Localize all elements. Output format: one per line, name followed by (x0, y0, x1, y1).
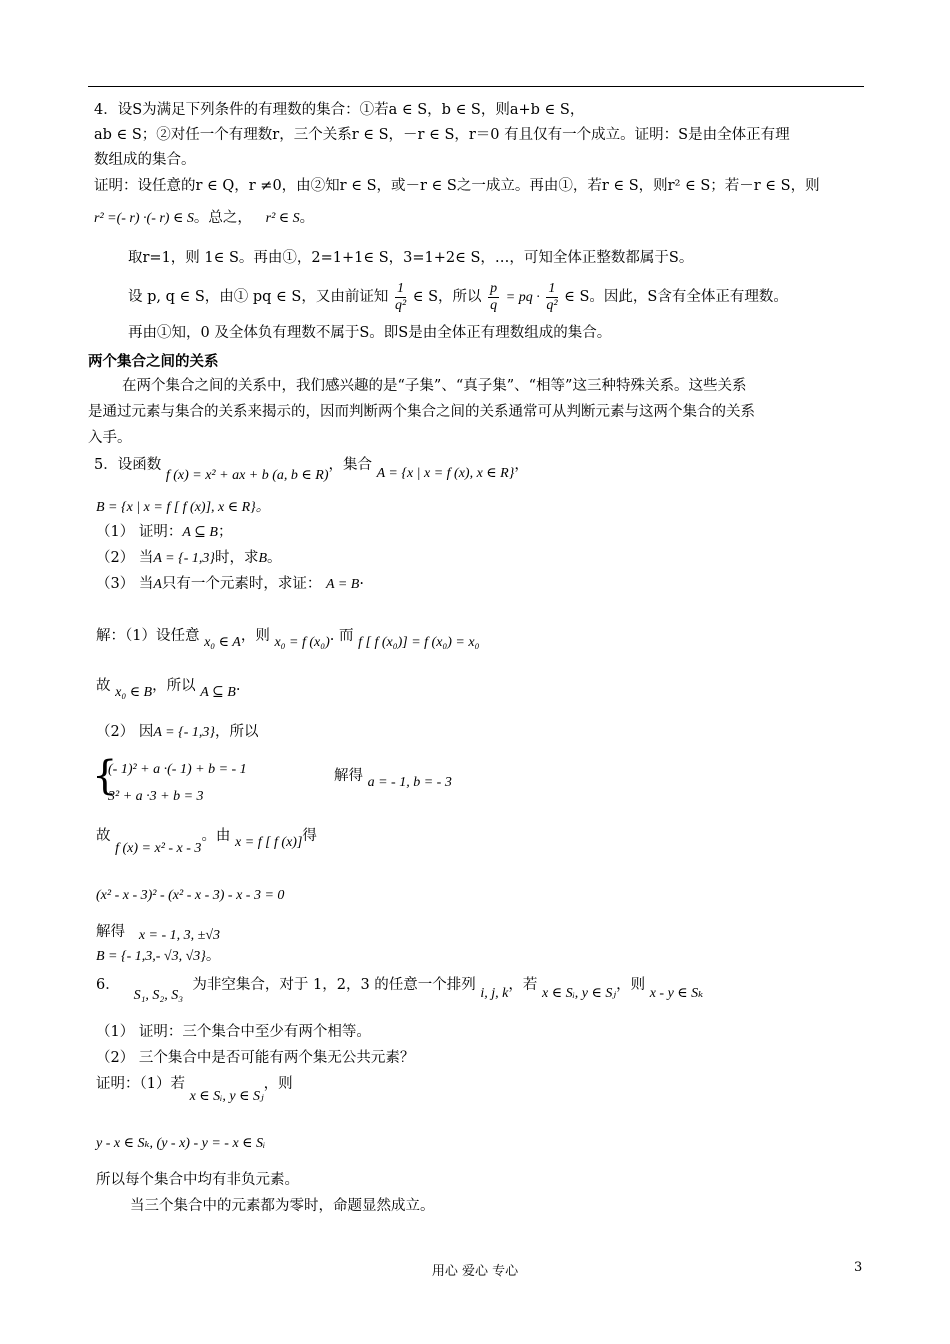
p4-line-2: ab ∈ S；②对任一个有理数r，三个关系r ∈ S，－r ∈ S，r＝0 有且仅有一个成立。证明：S是由全体正有理 (94, 127, 790, 143)
fraction-denominator: q (490, 297, 498, 313)
p5-line-1-text-1: 5．设函数 (94, 457, 162, 473)
p5-question-3-text-2: 只有一个元素时，求证： (161, 576, 322, 592)
p5-question-3-end: · (359, 576, 364, 592)
s2-text-2: ，所以 (214, 724, 259, 740)
s1-text-4: 故 (96, 678, 111, 694)
page-number: 3 (854, 1260, 863, 1275)
system-equation-1: (- 1)² + a ·(- 1) + b = - 1 (108, 762, 247, 777)
p5-question-1 (96, 522, 232, 543)
p6-math-4: x - y ∈ Sₖ (649, 986, 704, 1001)
header-rule (88, 86, 864, 87)
p4-line-1: 4．设S为满足下列条件的有理数的集合：①若a ∈ S，b ∈ S，则a+b ∈ S， (94, 102, 585, 118)
s2-text-8: 。 (205, 948, 221, 964)
s2-math-2: a = - 1, b = - 3 (367, 775, 452, 790)
p6-text-2: 为非空集合，对于 1，2，3 的任意一个排列 (192, 977, 476, 993)
intro-line-1: 在两个集合之间的关系中，我们感兴趣的是“子集”、“真子集”、“相等”这三种特殊关系。这些关系 (122, 378, 747, 394)
s1-math-2: x₀ = f (x₀) (274, 635, 330, 650)
fraction-numerator: p (490, 280, 498, 296)
page-footer: 用心 爱心 专心 (431, 1264, 519, 1279)
solution-2-line-3 (96, 826, 317, 856)
p6-proof-equation: y - x ∈ Sₖ, (y - x) - y = - x ∈ Sᵢ (96, 1136, 266, 1151)
fraction-1-over-q2 (395, 281, 406, 314)
p5-question-3-math-1: A (153, 577, 162, 592)
p6-proof-math-1: x ∈ Sᵢ, y ∈ Sⱼ (189, 1089, 264, 1104)
solution-2-line-6 (96, 946, 220, 967)
intro-line-3: 入手。 (88, 430, 132, 446)
p5-question-3 (96, 574, 364, 595)
s2-expanded-equation: (x² - x - 3)² - (x² - x - 3) - x - 3 = 0 (96, 888, 285, 903)
solution-2-line-1 (96, 722, 258, 743)
solution-1-line-2 (96, 676, 241, 700)
p5-line-1-text-3: ， (514, 457, 529, 473)
s1-math-3: f [ f (x₀)] = f (x₀) = x₀ (358, 635, 480, 650)
p5-question-3-text-1: （3） 当 (96, 576, 154, 592)
s2-math-1: A = {- 1,3} (153, 725, 215, 740)
fraction-denominator: q² (546, 297, 558, 313)
p4-line-7 (128, 280, 788, 315)
s1-math-5: A ⊆ B (200, 685, 236, 700)
p4-line-6: 取r=1，则 1∈ S。再由①，2=1+1∈ S，3=1+2∈ S，…，可知全体正整数都属于S。 (128, 250, 694, 266)
s1-text-3: . 而 (329, 628, 354, 644)
s2-text-1: （2） 因 (96, 724, 154, 740)
p4-line-7-math: = pq · (505, 290, 540, 305)
s2-text-6: 得 (302, 828, 317, 844)
solution-1-line-1 (96, 626, 480, 650)
p4-line-4: 证明：设任意的r ∈ Q，r ≠0，由②知r ∈ S，或－r ∈ S之一成立。再由①，若r ∈ S，则r² ∈ S；若－r ∈ S，则 (94, 178, 820, 194)
p4-line-5-text-1: 。总之， (193, 210, 252, 226)
s2-text-5: 。由 (201, 828, 231, 844)
fraction-1-over-q2-b (546, 281, 557, 314)
p6-proof-text-1: 证明：（1）若 (96, 1076, 185, 1092)
s2-text-7: 解得 (96, 924, 125, 940)
fraction-denominator: q² (394, 297, 407, 313)
s1-text-6: . (235, 678, 241, 694)
s2-roots: x = - 1, 3, ±√3 (138, 928, 221, 943)
p6-line-1 (96, 975, 704, 1003)
p5-question-2-math-1: A = {- 1,3} (153, 551, 215, 566)
p6-question-2: （2） 三个集合中是否可能有两个集无公共元素？ (96, 1050, 415, 1066)
p4-line-5-math-2: r² ∈ S (265, 211, 300, 226)
p5-function-def: f (x) = x² + ax + b (a, b ∈ R) (165, 468, 329, 483)
p5-question-2-text-2: 时，求 (214, 550, 259, 566)
p5-question-1-text: （1） 证明： (96, 524, 183, 540)
p5-question-2 (96, 548, 282, 569)
fraction-numerator: 1 (546, 281, 557, 298)
s2-math-4: x = f [ f (x)] (235, 835, 303, 850)
s1-math-1: x₀ ∈ A (204, 635, 241, 650)
p5-question-1-end: ； (217, 524, 233, 540)
p5-line-1 (94, 455, 529, 483)
system-brace: { (92, 753, 118, 799)
p4-line-7-text-1: 设 p, q ∈ S，由① pq ∈ S，又由前证知 (128, 289, 389, 305)
s1-math-4: x₀ ∈ B (115, 685, 153, 700)
s1-text-1: 解：（1）设任意 (96, 628, 200, 644)
p5-question-3-math-2: A = B (326, 577, 360, 592)
intro-line-2: 是通过元素与集合的关系来揭示的，因而判断两个集合之间的关系通常可从判断元素与这两个集合的关系 (88, 404, 755, 420)
fraction-p-over-q (488, 281, 499, 314)
system-equation-2: 3² + a ·3 + b = 3 (108, 789, 204, 804)
p6-proof-line-1 (96, 1074, 293, 1104)
p4-line-5-math-1: r² =(- r) ·(- r) ∈ S (94, 211, 194, 226)
p4-line-3: 数组成的集合。 (94, 152, 196, 168)
fraction-numerator: 1 (395, 281, 406, 298)
p4-line-7-text-3: ∈ S。因此，S含有全体正有理数。 (564, 289, 788, 305)
p5-line-1-text-2: ，集合 (328, 457, 372, 473)
p5-question-2-math-2: B (258, 551, 268, 566)
s2-text-3: 解得 (334, 768, 363, 784)
p6-proof-line-2: 所以每个集合中均有非负元素。 (96, 1172, 299, 1188)
solution-2-line-5 (96, 922, 220, 943)
p5-question-2-end: 。 (267, 550, 282, 566)
p5-set-a-def: A = {x | x = f (x), x ∈ R} (376, 466, 515, 481)
p5-question-2-text-1: （2） 当 (96, 550, 154, 566)
p6-math-3: x ∈ Sᵢ, y ∈ Sⱼ (542, 986, 617, 1001)
p6-text-3: ，若 (508, 977, 538, 993)
s1-text-2: ，则 (240, 628, 270, 644)
section-title: 两个集合之间的关系 (88, 354, 219, 370)
p6-math-1: S₁, S₂, S₃ (133, 988, 184, 1003)
p5-question-1-math: A ⊆ B (182, 525, 218, 540)
p4-line-8: 再由①知，0 及全体负有理数不属于S。即S是由全体正有理数组成的集合。 (128, 325, 612, 341)
p6-proof-line-3: 当三个集合中的元素都为零时，命题显然成立。 (130, 1198, 435, 1214)
s2-text-4: 故 (96, 828, 111, 844)
p4-line-5 (94, 208, 314, 229)
s2-set-b-result: B = {- 1,3,- √3, √3} (96, 949, 206, 964)
p6-proof-text-2: ，则 (263, 1076, 293, 1092)
solve-result (334, 766, 452, 790)
p6-question-1: （1） 证明：三个集合中至少有两个相等。 (96, 1024, 371, 1040)
p6-text-1: 6． (96, 977, 120, 993)
p5-set-b-def: B = {x | x = f [ f (x)], x ∈ R}。 (96, 500, 270, 515)
p6-text-4: ，则 (616, 977, 646, 993)
p4-line-7-text-2: ∈ S，所以 (412, 289, 482, 305)
p4-line-5-text-2: 。 (299, 210, 315, 226)
s2-math-3: f (x) = x² - x - 3 (115, 841, 202, 856)
s1-text-5: ，所以 (152, 678, 196, 694)
p6-math-2: i, j, k (480, 986, 509, 1001)
